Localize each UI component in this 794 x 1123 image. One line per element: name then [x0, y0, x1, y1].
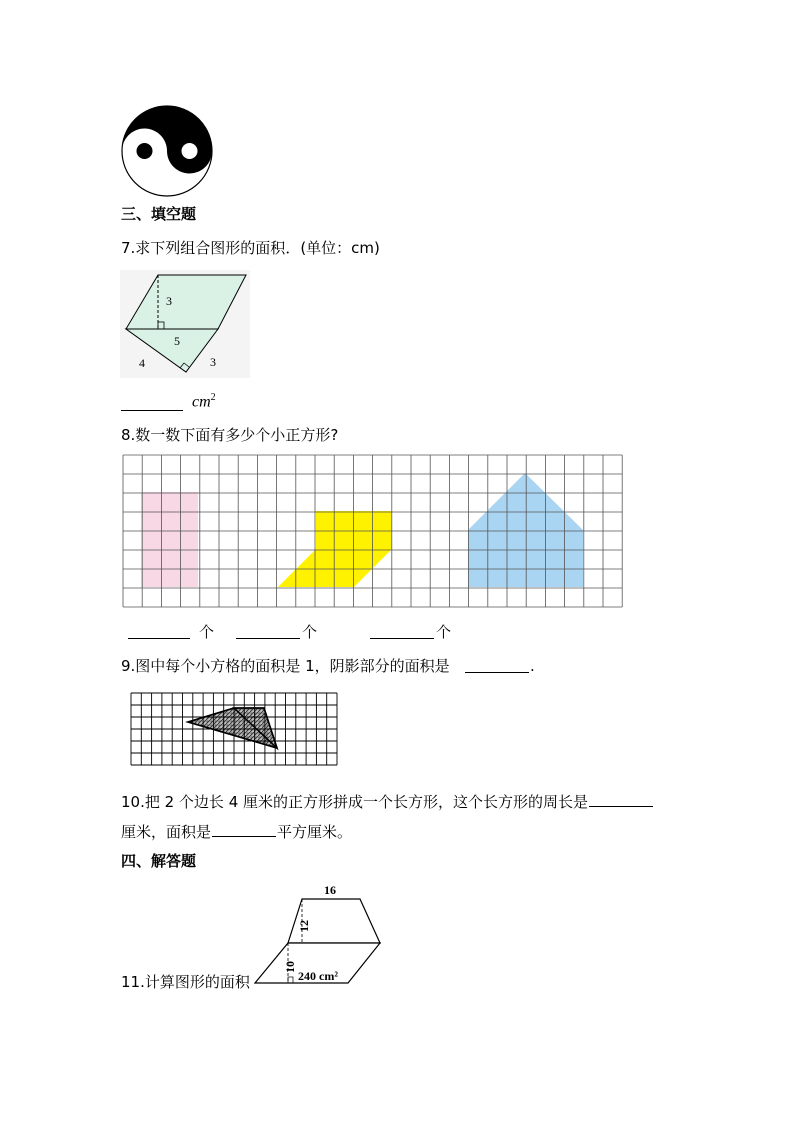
q8-unit-2: 个	[302, 623, 318, 641]
question-8-prompt: 8.数一数下面有多少个小正方形?	[121, 426, 339, 444]
q8-answer-blank-2[interactable]	[236, 622, 300, 639]
section-heading-fill-in: 三、填空题	[121, 205, 197, 223]
q8-answer-blank-3[interactable]	[370, 622, 434, 639]
q10-area-blank[interactable]	[212, 820, 276, 837]
q7-unit: $cm^2$	[192, 392, 216, 411]
q11-height-bottom-label: 10	[283, 961, 297, 973]
q9-end-punct: .	[530, 657, 535, 675]
yin-yang-figure	[120, 104, 214, 198]
question-11-prompt: 11.计算图形的面积	[121, 973, 250, 991]
q9-grid-figure	[130, 692, 338, 766]
q11-top-label: 16	[324, 883, 336, 897]
question-7-prompt: 7.求下列组合图形的面积．(单位：cm)	[121, 239, 380, 257]
question-10-line-1: 10.把 2 个边长 4 厘米的正方形拼成一个长方形，这个长方形的周长是	[121, 790, 653, 812]
q9-answer-blank[interactable]	[465, 656, 529, 673]
question-9-prompt: 9.图中每个小方格的面积是 1，阴影部分的面积是	[121, 657, 450, 675]
q10-perimeter-blank[interactable]	[589, 790, 653, 807]
q11-area-label: 240 cm²	[298, 969, 338, 983]
q11-composite-figure	[250, 880, 385, 988]
section-heading-answers: 四、解答题	[121, 852, 197, 870]
q7-answer-blank[interactable]	[121, 394, 183, 411]
question-10-line-2: 厘米，面积是 平方厘米。	[121, 820, 352, 842]
q8-answer-blank-1[interactable]	[128, 622, 190, 639]
q8-unit-3: 个	[436, 623, 452, 641]
q8-grid-figure	[122, 454, 623, 609]
q8-unit-1: 个	[199, 623, 215, 641]
q11-height-top-label: 12	[297, 920, 311, 932]
q7-base-label: 5	[174, 334, 180, 348]
q7-composite-figure	[120, 270, 250, 378]
q7-height-label: 3	[166, 294, 172, 308]
q7-left-leg-label: 4	[139, 356, 145, 370]
q7-right-leg-label: 3	[210, 355, 216, 369]
